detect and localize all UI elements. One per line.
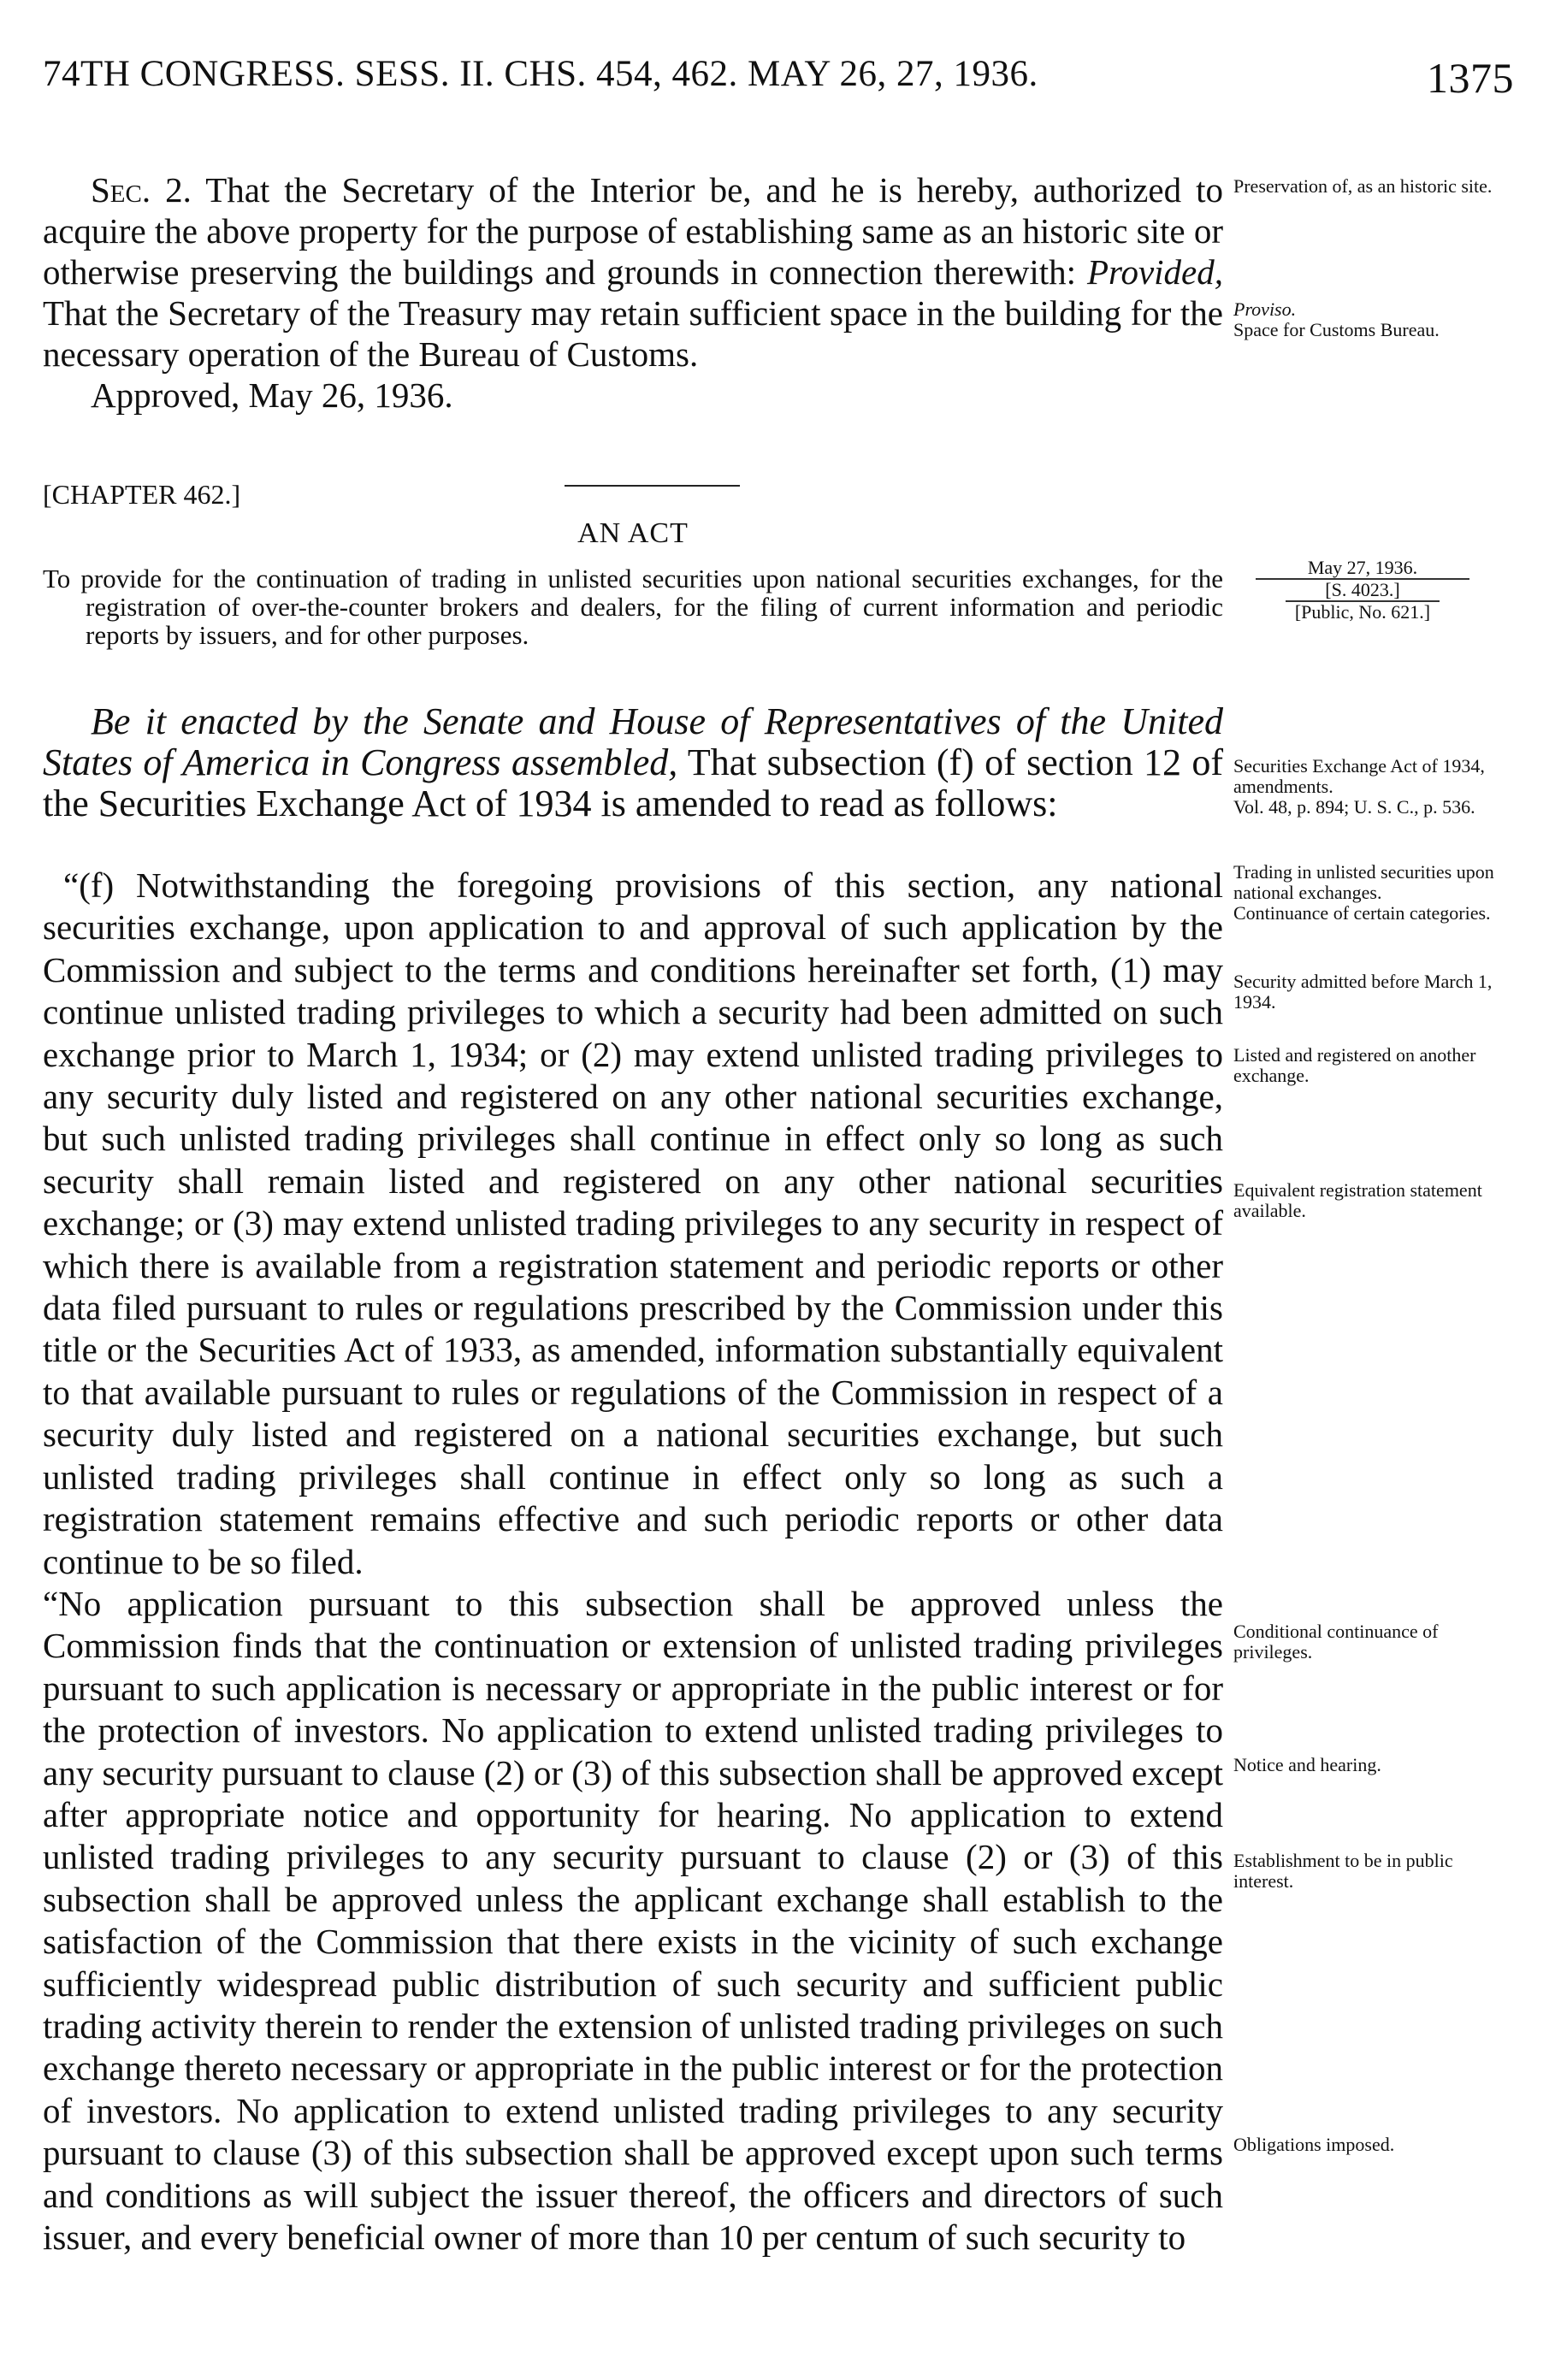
chapter-label: [CHAPTER 462.]	[43, 479, 241, 510]
enacting-text: That subsection (f) of section 12 of the Securities Exchange Act of 1934 is amended to read as follows:	[43, 741, 1224, 824]
margin-note-listed-registered: Listed and registered on another exchange.	[1233, 1044, 1476, 1086]
paragraph-f: “(f) Notwithstanding the foregoing provisions of this section, any national securities exchange, upon application to and approval of such application by the Commission and subject to the terms and conditions hereinafter set forth, (1) may continue unlisted trading privileges to which a security had been admitted on such exchange prior to March 1, 1934; or (2) may extend unlisted trading privileges to any security duly listed and registered on any other national securities exchange, but such unlisted trading privileges shall continue in effect only so long as such security shall remain listed and registered on any other national securities exchange; or (3) may extend unlisted trading privileges to any security in respect of which there is available from a registration statement and periodic reports or other data filed pursuant to rules or regulations prescribed by the Commission under this title or the Securities Act of 1933, as amended, information substantially equivalent to that available pursuant to rules or regulations of the Commission in respect of a security duly listed and registered on a national securities exchange, but such unlisted trading privileges shall continue in effect only so long as such a registration statement remains effective and such periodic reports or other data continue to be so filed.	[43, 865, 1223, 1581]
paragraph-no-application: “No application pursuant to this subsection shall be approved unless the Commission finds that the continuation or extension of unlisted trading privileges pursuant to such application is necessary or appropriate in the public interest or for the protection of investors. No application to extend unlisted trading privileges to any security pursuant to clause (2) or (3) of this subsection shall be approved except after appropriate notice and opportunity for hearing. No application to extend unlisted trading privileges to any security pursuant to clause (2) or (3) of this subsection shall be approved unless the applicant exchange shall establish to the satisfaction of the Commission that there exists in the vicinity of such exchange sufficiently widespread public distribution of such security and sufficient public trading activity therein to render the extension of unlisted trading privileges on such exchange thereto necessary or appropriate in the public interest or for the protection of investors. No application to extend unlisted trading privileges to any security pursuant to clause (3) of this subsection shall be approved except upon such terms and conditions as will subject the issuer thereof, the officers and directors of such issuer, and every beneficial owner of more than 10 per centum of such security to	[43, 1583, 1223, 2257]
approved-line: Approved, May 26, 1936.	[91, 375, 453, 415]
page-number: 1375	[1427, 54, 1514, 102]
subsection-f-text	[43, 865, 1223, 2259]
bill-date: May 27, 1936.	[1256, 558, 1469, 580]
margin-note-proviso: Proviso. Space for Customs Bureau.	[1233, 298, 1440, 340]
margin-note-obligations: Obligations imposed.	[1233, 2134, 1395, 2155]
margin-note-conditional-continuance: Conditional continuance of privileges.	[1233, 1621, 1439, 1662]
section-2-text: That the Secretary of the Interior be, and he is hereby, authorized to acquire the above property for the purpose of establishing same as an historic site or otherwise preserving the buildings and grounds in connection therewith:	[43, 170, 1223, 292]
senate-bill: [S. 4023.]	[1286, 580, 1440, 602]
enacting-clause	[43, 701, 1223, 824]
divider-rule	[565, 485, 740, 487]
section-2	[43, 169, 1223, 416]
running-head	[43, 53, 1514, 113]
section-label: Sec. 2.	[91, 170, 192, 210]
bill-info	[1256, 558, 1469, 623]
act-purpose: To provide for the continuation of trading in unlisted securities upon national securities exchanges, for the registration of over-the-counter brokers and dealers, for the filing of current information and periodic reports by issuers, and for other purposes.	[43, 564, 1223, 650]
public-law-number: [Public, No. 621.]	[1294, 601, 1431, 623]
proviso-label: Proviso.	[1233, 298, 1297, 320]
act-heading: AN ACT	[577, 517, 689, 549]
margin-note-notice-hearing: Notice and hearing.	[1233, 1754, 1381, 1775]
margin-note-equivalent-registration: Equivalent registration statement available.	[1233, 1179, 1482, 1221]
margin-note-securities-act: Securities Exchange Act of 1934, amendments. Vol. 48, p. 894; U. S. C., p. 536.	[1233, 755, 1485, 818]
running-head-title: 74TH CONGRESS. SESS. II. CHS. 454, 462. MAY 26, 27, 1936.	[43, 54, 1038, 94]
enacting-formula: Be it enacted by the Senate and House of Representatives of the United States of America in Congress assembled,	[43, 700, 1223, 783]
section-2-proviso-text: That the Secretary of the Treasury may retain sufficient space in the building for the necessary operation of the Bureau of Customs.	[43, 293, 1223, 374]
margin-note-preservation: Preservation of, as an historic site.	[1233, 175, 1493, 197]
margin-note-trading-unlisted: Trading in unlisted securities upon national exchanges. Continuance of certain categories.	[1233, 861, 1494, 924]
margin-note-security-admitted: Security admitted before March 1, 1934.	[1233, 971, 1493, 1013]
margin-note-public-interest: Establishment to be in public interest.	[1233, 1850, 1453, 1892]
provided-word: Provided,	[1086, 252, 1223, 292]
